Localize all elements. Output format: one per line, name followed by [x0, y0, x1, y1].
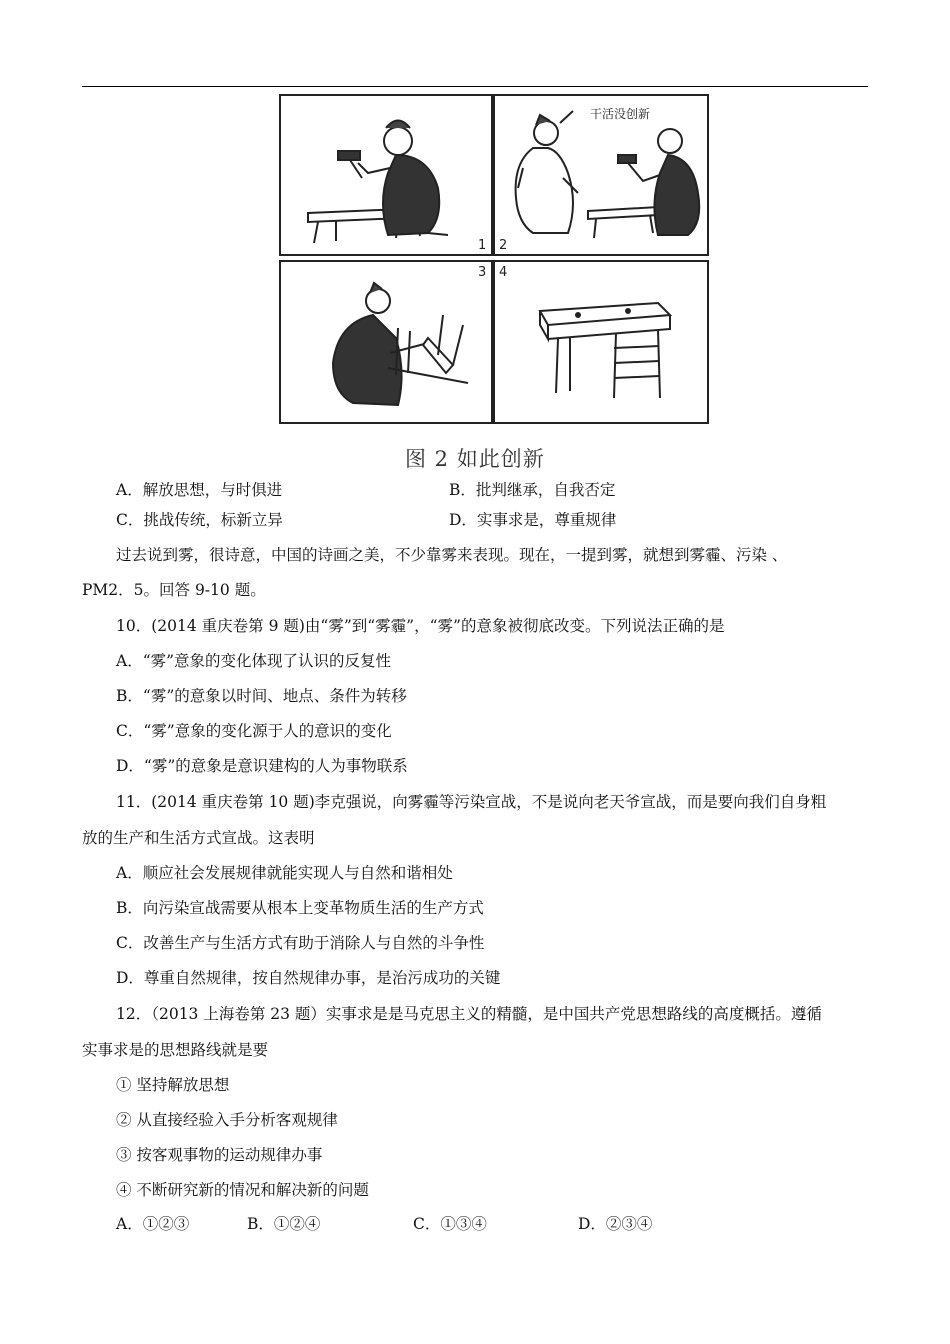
q10-option-d: D．“雾”的意象是意识建构的人为事物联系	[116, 757, 408, 775]
q11-option-a: A．顺应社会发展规律就能实现人与自然和谐相处	[116, 864, 453, 882]
q12-choice-d: D．②③④	[578, 1215, 653, 1233]
panel-number-4: 4	[499, 265, 508, 280]
comic-panel-4	[494, 261, 708, 423]
odd-bench-illustration	[540, 303, 670, 398]
passage-line-2: PM2．5。回答 9-10 题。	[82, 581, 266, 599]
q12-item-3: ③ 按客观事物的运动规律办事	[116, 1146, 323, 1164]
observer-and-carpenter-illustration	[516, 106, 700, 238]
panel-number-1: 1	[478, 238, 487, 253]
q12-choice-a: A．①②③	[116, 1215, 190, 1233]
q10-option-a: A．“雾”意象的变化体现了认识的反复性	[116, 652, 392, 670]
comic-figure	[278, 93, 712, 425]
q12-item-2: ② 从直接经验入手分析客观规律	[116, 1111, 338, 1129]
panel-number-3: 3	[478, 265, 487, 280]
q11-option-c: C．改善生产与生活方式有助于消除人与自然的斗争性	[116, 934, 485, 952]
q10-option-b: B．“雾”的意象以时间、地点、条件为转移	[116, 687, 407, 705]
panel-number-2: 2	[499, 238, 508, 253]
q11-option-b: B．向污染宣战需要从根本上变革物质生活的生产方式	[116, 899, 484, 917]
q12-choice-c: C．①③④	[413, 1215, 487, 1233]
carpenter-modifying-illustration	[333, 283, 468, 405]
q10-option-c: C．“雾”意象的变化源于人的意识的变化	[116, 722, 392, 740]
q9-option-c: C．挑战传统，标新立异	[116, 511, 283, 529]
q11-option-d: D．尊重自然规律，按自然规律办事，是治污成功的关键	[116, 969, 501, 987]
q9-option-b: B．批判继承，自我否定	[449, 481, 616, 499]
header-rule	[82, 86, 868, 87]
q10-stem: 10．(2014 重庆卷第 9 题)由“雾”到“雾霾”，“雾”的意象被彻底改变。下列说法正确的是	[116, 617, 725, 635]
q9-option-a: A．解放思想，与时俱进	[116, 481, 283, 499]
q12-stem-line-1: 12．（2013 上海卷第 23 题）实事求是是马克思主义的精髓，是中国共产党思想路线的高度概括。遵循	[116, 1005, 822, 1023]
q9-option-d: D．实事求是，尊重规律	[449, 511, 617, 529]
q12-item-4: ④ 不断研究新的情况和解决新的问题	[116, 1181, 369, 1199]
q11-stem-line-2: 放的生产和生活方式宣战。这表明	[82, 829, 315, 847]
passage-line-1: 过去说到雾，很诗意，中国的诗画之美，不少靠雾来表现。现在，一提到雾，就想到雾霾、污染 、	[116, 546, 788, 564]
q12-stem-line-2: 实事求是的思想路线就是要	[82, 1041, 269, 1059]
figure-caption: 图 2 如此创新	[405, 447, 545, 471]
q12-choice-b: B．①②④	[247, 1215, 321, 1233]
speech-text: 干活没创新	[590, 107, 651, 121]
q11-stem-line-1: 11．(2014 重庆卷第 10 题)李克强说，向雾霾等污染宣战，不是说向老天爷宣战，而是要向我们自身粗	[116, 793, 827, 811]
q12-item-1: ① 坚持解放思想	[116, 1076, 230, 1094]
carpenter-hammering-illustration	[308, 121, 448, 244]
